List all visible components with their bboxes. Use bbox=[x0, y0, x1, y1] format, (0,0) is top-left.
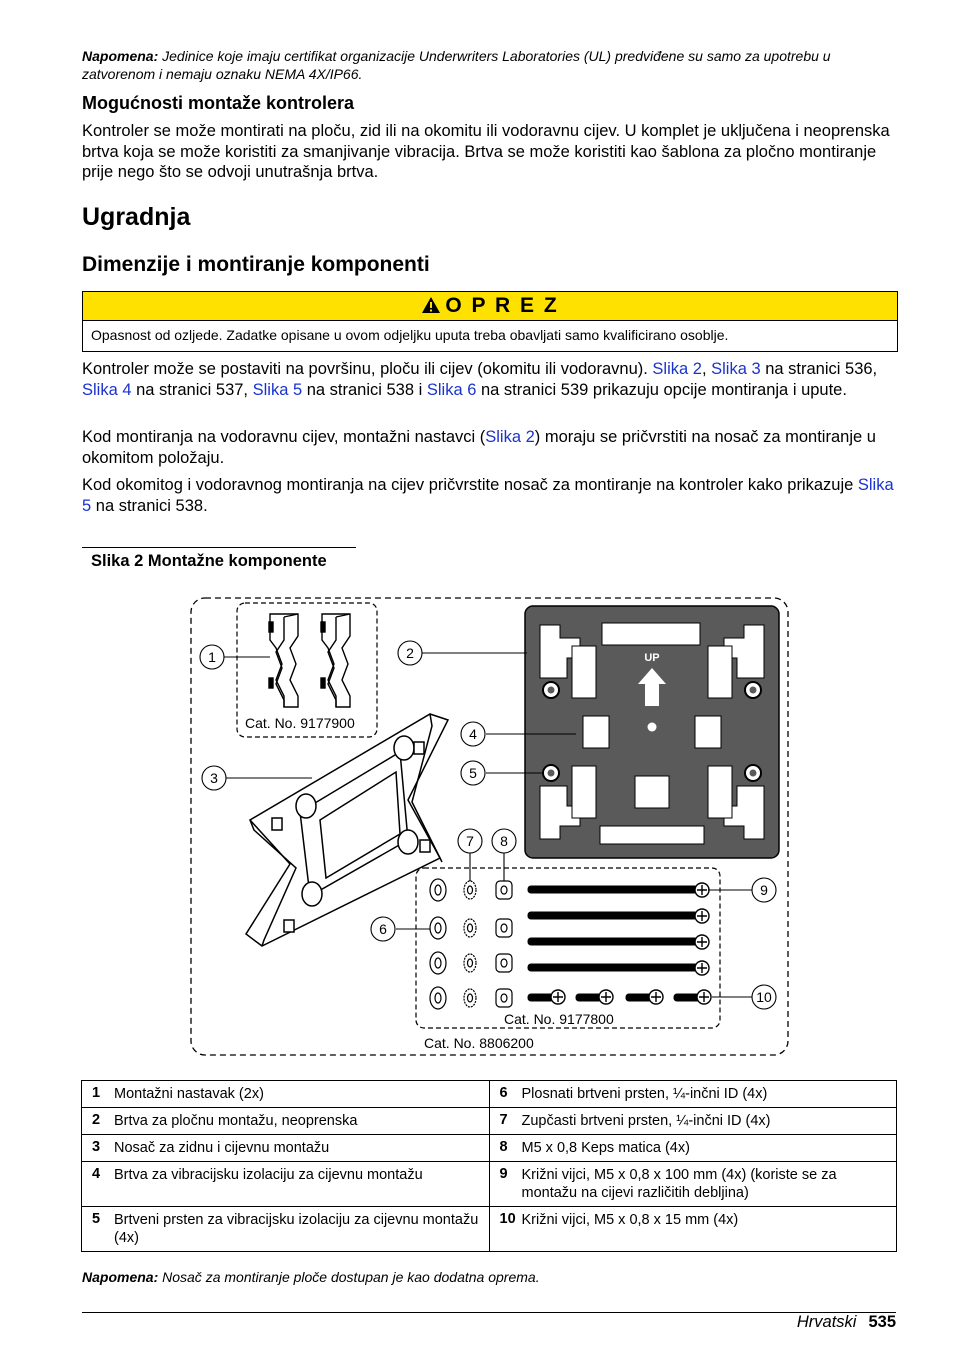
page-number: 535 bbox=[868, 1313, 896, 1331]
mounting-components-figure bbox=[186, 592, 794, 1060]
caution-box bbox=[82, 291, 898, 352]
paragraph-vertical-pipe bbox=[82, 475, 897, 516]
link-slika-3[interactable]: Slika 3 bbox=[711, 360, 761, 378]
legend-num: 4 bbox=[92, 1166, 101, 1182]
legend-text: Nosač za zidnu i cijevnu montažu bbox=[114, 1140, 330, 1156]
mounting-bracket-left bbox=[269, 614, 298, 707]
legend-num: 9 bbox=[499, 1166, 508, 1182]
figure-caption: Slika 2 Montažne komponente bbox=[82, 547, 356, 571]
note-text: Jedinice koje imaju certifikat organizacije Underwriters Laboratories (UL) predviđene su samo za upotrebu u zatvorenom i nemaju oznaku NEMA 4X/IP66. bbox=[82, 48, 831, 82]
toothed-washers bbox=[464, 881, 476, 1007]
table-row bbox=[82, 1135, 897, 1162]
link-slika-6[interactable]: Slika 6 bbox=[426, 380, 477, 399]
callout-7: 7 bbox=[466, 833, 474, 849]
caution-header bbox=[83, 292, 897, 321]
footer-divider bbox=[82, 1312, 896, 1313]
legend-num: 10 bbox=[499, 1211, 516, 1227]
legend-num: 5 bbox=[92, 1211, 101, 1227]
callout-3: 3 bbox=[210, 770, 218, 786]
subsection-title: Dimenzije i montiranje komponenti bbox=[82, 253, 430, 276]
callout-4: 4 bbox=[469, 726, 477, 742]
note-text: Nosač za montiranje ploče dostupan je kao dodatna oprema. bbox=[158, 1269, 540, 1285]
legend-text: Plosnati brtveni prsten, ¼-inčni ID (4x) bbox=[521, 1086, 768, 1102]
note-label: Napomena: bbox=[82, 1269, 159, 1285]
text-span: Kod okomitog i vodoravnog montiranja na cijev pričvrstite nosač za montiranje na kontroler kako prikazuje bbox=[82, 476, 858, 494]
legend-num: 1 bbox=[92, 1085, 101, 1101]
table-row bbox=[82, 1207, 897, 1252]
link-slika-2[interactable]: Slika 2 bbox=[485, 428, 535, 446]
table-row bbox=[82, 1081, 897, 1108]
caution-title: O P R E Z bbox=[445, 294, 559, 317]
warning-triangle-icon bbox=[421, 296, 441, 314]
callout-1: 1 bbox=[208, 649, 216, 665]
legend-text: Brtveni prsten za vibracijsku izolaciju za cijevnu montažu (4x) bbox=[114, 1212, 479, 1246]
legend-num: 6 bbox=[499, 1085, 508, 1101]
text-span: na stranici 536, bbox=[760, 360, 878, 378]
up-label: UP bbox=[644, 652, 660, 664]
figure-legend-table bbox=[81, 1080, 897, 1252]
callout-9: 9 bbox=[760, 882, 768, 898]
callout-8: 8 bbox=[500, 833, 508, 849]
page-footer bbox=[797, 1313, 896, 1332]
wall-pipe-mount-bracket bbox=[246, 714, 448, 946]
legend-text: Križni vijci, M5 x 0,8 x 15 mm (4x) bbox=[521, 1212, 739, 1228]
note-label: Napomena: bbox=[82, 48, 159, 64]
caution-text: Opasnost od ozljede. Zadatke opisane u ovom odjeljku uputa treba obavljati samo kvalificirano osoblje. bbox=[91, 327, 729, 343]
text-span: na stranici 537, bbox=[131, 380, 253, 399]
table-row bbox=[82, 1108, 897, 1135]
legend-num: 2 bbox=[92, 1112, 101, 1128]
flat-washers bbox=[430, 879, 446, 1009]
footer-language: Hrvatski bbox=[796, 1313, 857, 1331]
cat-no-hardware: Cat. No. 9177800 bbox=[504, 1011, 614, 1027]
callout-6: 6 bbox=[379, 921, 387, 937]
link-slika-5[interactable]: Slika 5 bbox=[82, 476, 894, 515]
keps-nuts bbox=[496, 881, 512, 1007]
legend-num: 7 bbox=[499, 1112, 508, 1128]
legend-text: Brtva za vibracijsku izolaciju za cijevnu montažu bbox=[114, 1167, 423, 1183]
text-span: ) moraju se pričvrstiti na nosač za montiranje u okomitom položaju. bbox=[82, 428, 876, 467]
legend-text: M5 x 0,8 Keps matica (4x) bbox=[521, 1140, 690, 1156]
legend-text: Montažni nastavak (2x) bbox=[114, 1086, 264, 1102]
short-screws bbox=[528, 990, 711, 1004]
callout-5: 5 bbox=[469, 765, 477, 781]
paragraph-mounting-figures bbox=[82, 359, 897, 400]
link-slika-5[interactable]: Slika 5 bbox=[252, 380, 303, 399]
mounting-bracket-right bbox=[321, 614, 350, 707]
legend-text: Križni vijci, M5 x 0,8 x 100 mm (4x) (koriste se za montažu na cijevi različitih debljina) bbox=[521, 1167, 837, 1201]
callout-2: 2 bbox=[406, 645, 414, 661]
panel-mount-gasket bbox=[525, 606, 779, 858]
legend-num: 3 bbox=[92, 1139, 101, 1155]
cat-no-brackets: Cat. No. 9177900 bbox=[245, 715, 355, 731]
legend-num: 8 bbox=[499, 1139, 508, 1155]
legend-text: Brtva za pločnu montažu, neoprenska bbox=[114, 1113, 358, 1129]
note-ul bbox=[82, 47, 882, 83]
section-title: Ugradnja bbox=[82, 203, 191, 231]
long-screws bbox=[528, 883, 709, 975]
legend-text: Zupčasti brtveni prsten, ¼-inčni ID (4x) bbox=[521, 1113, 771, 1129]
link-slika-4[interactable]: Slika 4 bbox=[82, 380, 132, 399]
paragraph-horizontal-pipe bbox=[82, 427, 897, 468]
note-panel-mount bbox=[82, 1269, 540, 1285]
text-span: na stranici 538. bbox=[91, 496, 208, 515]
mounting-options-heading: Mogućnosti montaže kontrolera bbox=[82, 93, 355, 113]
text-span: na stranici 539 prikazuju opcije montiranja i upute. bbox=[476, 380, 847, 399]
text-span: na stranici 538 i bbox=[302, 380, 427, 399]
mounting-options-text: Kontroler se može montirati na ploču, zid ili na okomitu ili vodoravnu cijev. U komplet je uključena i neoprenska brtva koja se može koristiti za smanjivanje vibracija. Brtva se može koristiti kao šablona za pločno montiranje prije nego što se odvoji unutrašnja brtva. bbox=[82, 122, 890, 181]
text-span: Kontroler može se postaviti na površinu, ploču ili cijev (okomitu ili vodoravnu). bbox=[82, 360, 653, 378]
callout-10: 10 bbox=[756, 989, 772, 1005]
text-span: Kod montiranja na vodoravnu cijev, montažni nastavci ( bbox=[82, 428, 486, 446]
table-row bbox=[82, 1162, 897, 1207]
text-span: , bbox=[701, 360, 712, 378]
link-slika-2[interactable]: Slika 2 bbox=[652, 360, 702, 378]
cat-no-kit: Cat. No. 8806200 bbox=[424, 1035, 534, 1051]
